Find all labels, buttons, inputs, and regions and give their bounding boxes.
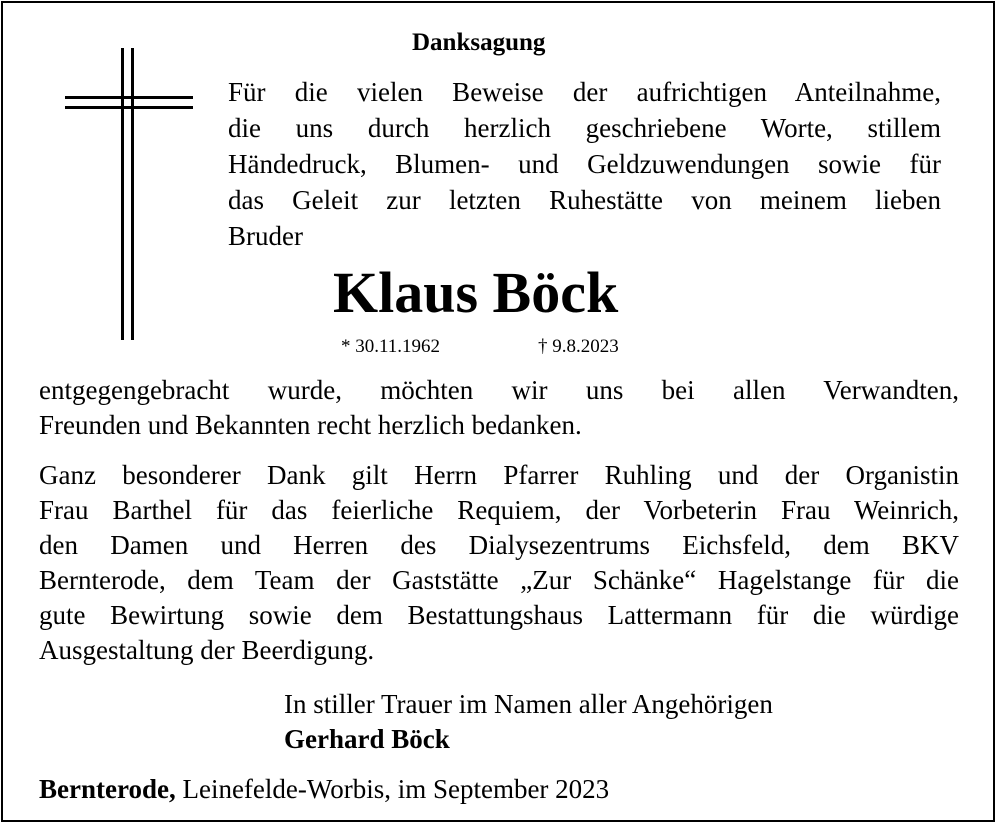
paragraph-line: Ausgestaltung der Beerdigung. [39,635,375,665]
intro-line: das Geleit zur letzten Ruhestätte von meinem lieben [228,185,941,215]
intro-line: Händedruck, Blumen- und Geldzuwendungen sowie für [228,149,941,179]
intro-line: Für die vielen Beweise der aufrichtigen Anteilnahme, [228,77,941,107]
deceased-name: Klaus Böck [333,260,619,325]
notice-heading: Danksagung [412,29,546,56]
place-rest: Leinefelde-Worbis, im September 2023 [175,774,610,804]
signature-block [284,687,773,757]
signature-name: Gerhard Böck [284,724,450,754]
paragraph-line: Frau Barthel für das feierliche Requiem, der Vorbeterin Frau Weinrich, [39,495,959,525]
latin-cross-icon [65,48,193,340]
special-thanks-paragraph [39,458,959,668]
paragraph-line: Freunden und Bekannten recht herzlich bedanken. [39,410,582,440]
intro-text [228,74,941,254]
paragraph-line: Ganz besonderer Dank gilt Herrn Pfarrer Ruhling und der Organistin [39,460,959,490]
intro-line: die uns durch herzlich geschriebene Worte, stillem [228,113,941,143]
paragraph-line: den Damen und Herren des Dialysezentrums Eichsfeld, dem BKV [39,530,959,560]
place-date-line [39,772,609,807]
signature-line: In stiller Trauer im Namen aller Angehörigen [284,689,773,719]
paragraph-line: entgegengebracht wurde, möchten wir uns bei allen Verwandten, [39,375,959,405]
thanks-paragraph [39,373,959,443]
death-date: † 9.8.2023 [538,336,619,357]
paragraph-line: Bernterode, dem Team der Gaststätte „Zur Schänke“ Hagelstange für die [39,565,959,595]
intro-line: Bruder [228,221,303,251]
birth-date: * 30.11.1962 [341,336,441,357]
paragraph-line: gute Bewirtung sowie dem Bestattungshaus Lattermann für die würdige [39,600,959,630]
place-town: Bernterode, [39,774,176,804]
